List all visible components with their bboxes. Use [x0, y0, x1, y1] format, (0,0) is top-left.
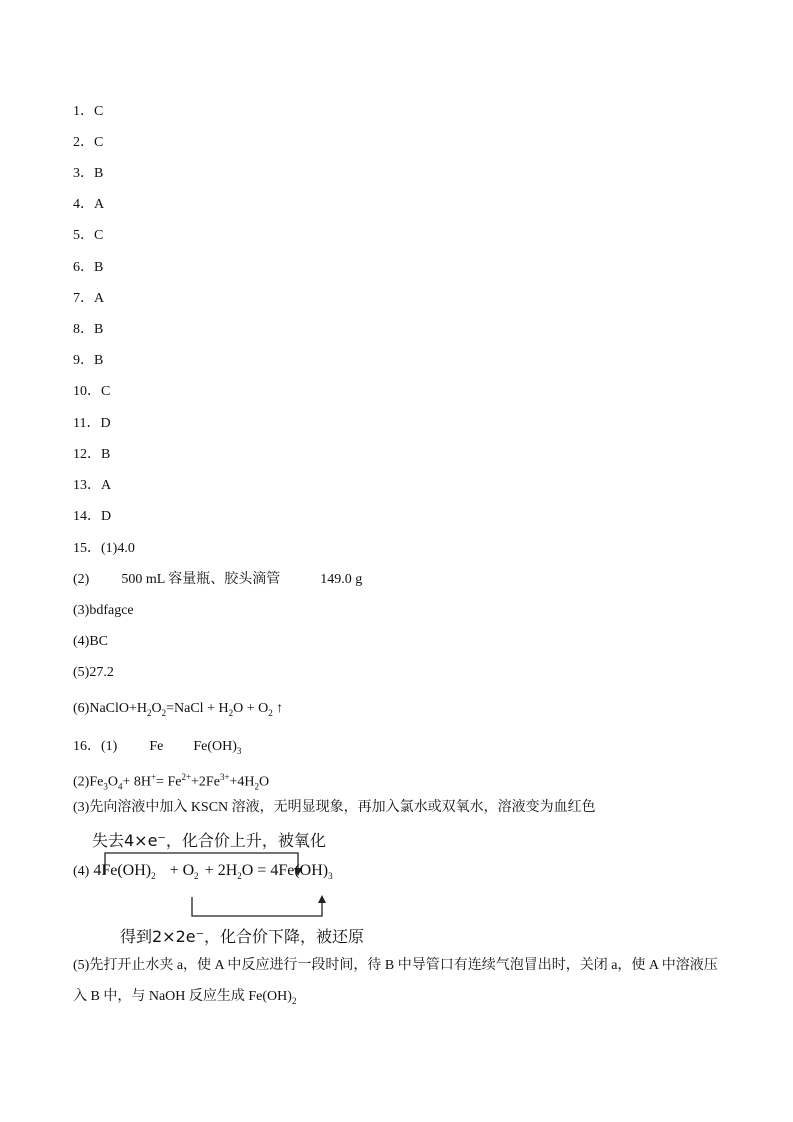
q15-part2: (2) 500 mL 容量瓶、胶头滴管 149.0 g: [73, 572, 363, 587]
answer-item: 4．A: [73, 197, 105, 212]
answer-item: 2．C: [73, 135, 104, 150]
answer-item: 5．C: [73, 228, 104, 243]
q16-part1: 16．(1) Fe $Fe(OH)_3$: [73, 739, 242, 756]
answer-item: 12．B: [73, 447, 111, 462]
reduction-annotation: 得到2×2e⁻，化合价下降，被还原: [120, 927, 365, 946]
q15-part3: (3)bdfagce: [73, 603, 134, 618]
answer-item: 14．D: [73, 509, 112, 524]
q16-part2: $(2)Fe_3O_4+ 8H^+= Fe^{2+}+2Fe^{3+}+4H_2O$: [73, 772, 270, 792]
q16-part3: (3)先向溶液中加入 KSCN 溶液，无明显现象，再加入氯水或双氧水，溶液变为血红色: [73, 800, 596, 815]
q15-part6-equation: $(6)NaClO+H_2O_2=NaCl + H_2O + O_2$ ↑: [73, 701, 284, 718]
answer-item: 10．C: [73, 384, 111, 399]
q16-part5-line2: 入 B 中，与 NaOH 反应生成 $Fe(OH)_2$: [73, 989, 297, 1006]
q15-part4: (4)BC: [73, 634, 108, 649]
q16-part5-line1: (5)先打开止水夹 a，使 A 中反应进行一段时间，待 B 中导管口有连续气泡冒出时，关闭 a，使 A 中溶液压: [73, 958, 718, 973]
answer-item: 11．D: [73, 416, 111, 431]
answer-item: 7．A: [73, 291, 105, 306]
q15-part1: 15．(1)4.0: [73, 541, 135, 556]
answer-item: 6．B: [73, 260, 104, 275]
oxidation-annotation: 失去4×e⁻，化合价上升，被氧化: [92, 831, 326, 850]
answer-item: 8．B: [73, 322, 104, 337]
q16-part4-equation: (4) $4Fe(OH)_2 + O_2 + 2H_2O = 4Fe(OH)_3$: [73, 862, 333, 882]
answer-item: 13．A: [73, 478, 112, 493]
reduction-arrow: [192, 897, 322, 916]
answer-item: 9．B: [73, 353, 104, 368]
answer-item: 1．C: [73, 104, 104, 119]
answer-item: 3．B: [73, 166, 104, 181]
reduction-arrowhead: [318, 895, 326, 903]
q15-part5: (5)27.2: [73, 665, 114, 680]
